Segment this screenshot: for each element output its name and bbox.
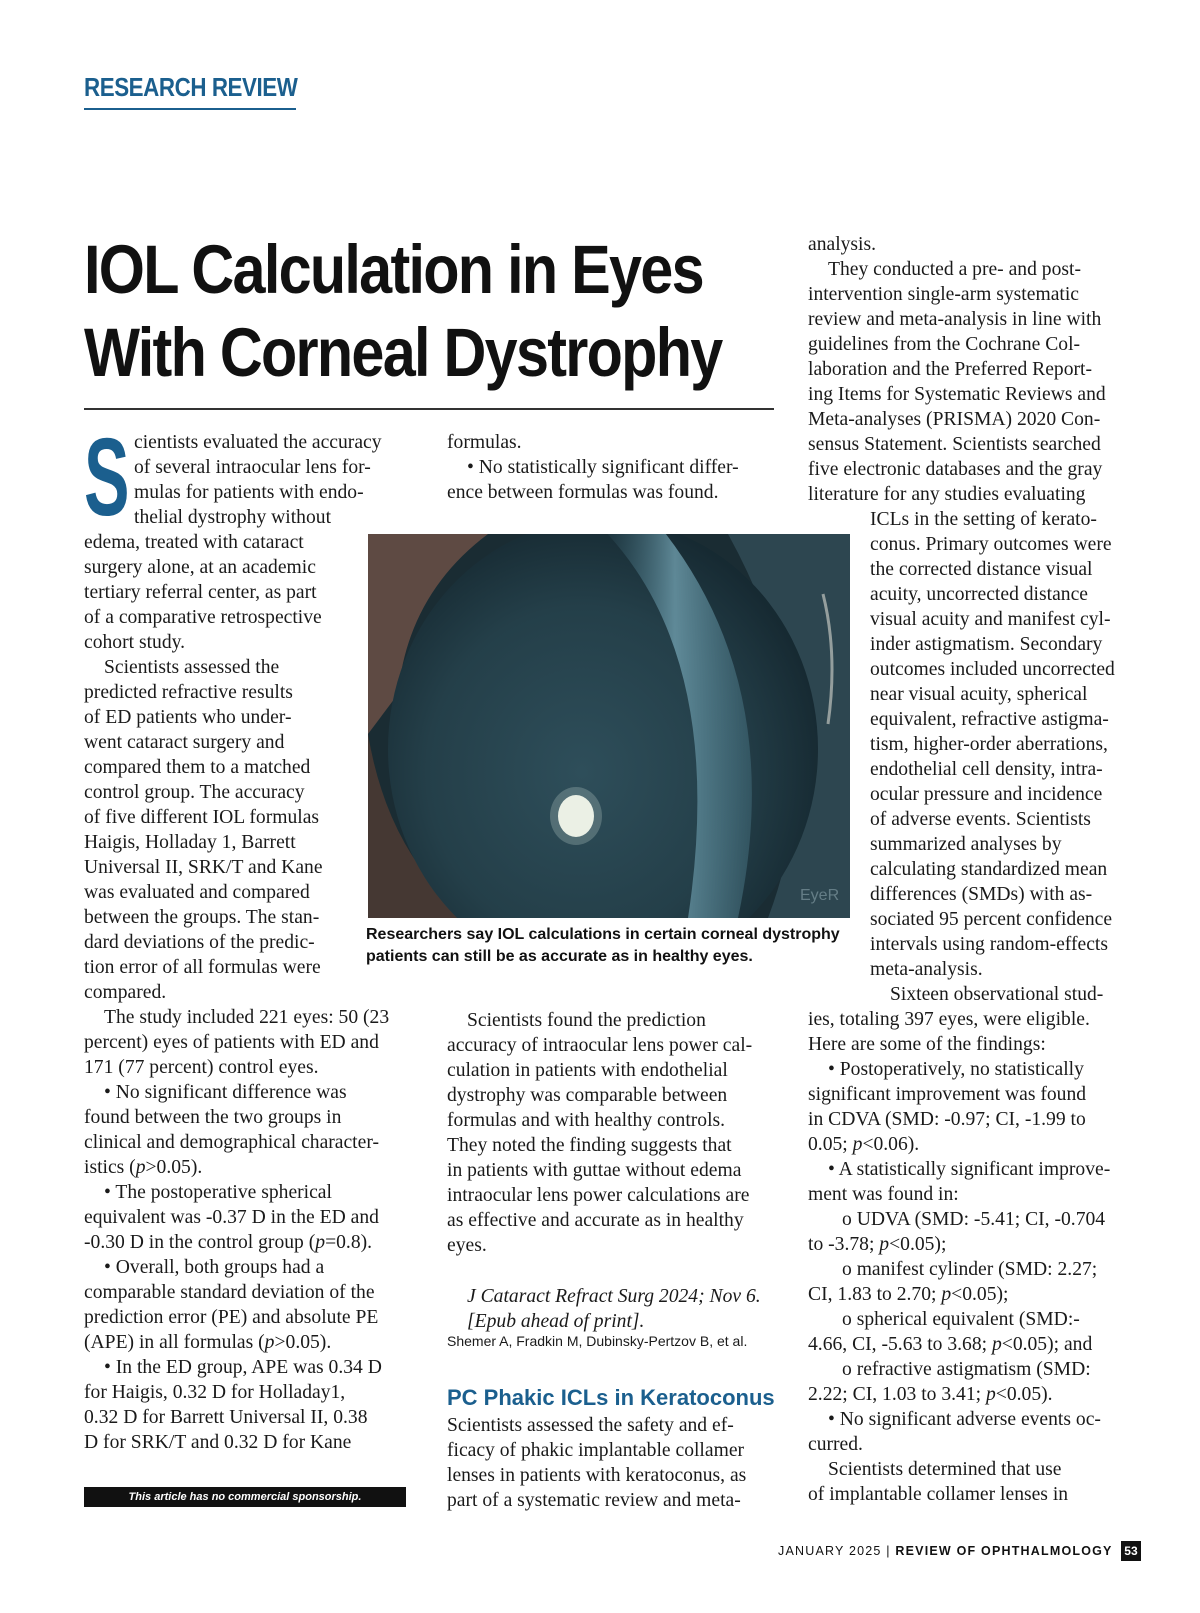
text-line: equivalent was -0.37 D in the ED and	[84, 1207, 379, 1228]
text-line: intraocular lens power calculations are	[447, 1185, 750, 1206]
text-line: of several intraocular lens for-	[134, 457, 371, 478]
text-line: formulas and with healthy controls.	[447, 1110, 726, 1131]
text-line: Scientists determined that use	[828, 1459, 1062, 1480]
footer-publication: REVIEW OF OPHTHALMOLOGY	[895, 1544, 1113, 1558]
text-line: in CDVA (SMD: -0.97; CI, -1.99 to	[808, 1109, 1086, 1130]
text-line: istics (p>0.05).	[84, 1157, 203, 1178]
citation-authors: Shemer A, Fradkin M, Dubinsky-Pertzov B, et al.	[447, 1333, 748, 1349]
text-line: formulas.	[447, 432, 522, 453]
text-line: ICLs in the setting of kerato-	[870, 509, 1097, 530]
text-line: of a comparative retrospective	[84, 607, 322, 628]
text-line: 171 (77 percent) control eyes.	[84, 1057, 319, 1078]
text-line: was evaluated and compared	[84, 882, 310, 903]
text-line: They noted the finding suggests that	[447, 1135, 732, 1156]
text-line: as effective and accurate as in healthy	[447, 1210, 744, 1231]
text-line: tism, higher-order aberrations,	[870, 734, 1108, 755]
text-line: part of a systematic review and meta-	[447, 1490, 741, 1511]
text-line: control group. The accuracy	[84, 782, 305, 803]
headline-rule	[84, 408, 774, 410]
text-line: eyes.	[447, 1235, 487, 1256]
column-2-subsection	[447, 1413, 767, 1513]
text-line: 4.66, CI, -5.63 to 3.68; p<0.05); and	[808, 1334, 1093, 1355]
text-line: mulas for patients with endo-	[134, 482, 364, 503]
citation	[467, 1284, 777, 1334]
text-line: predicted refractive results	[84, 682, 293, 703]
text-line: tertiary referral center, as part	[84, 582, 317, 603]
page-footer	[778, 1541, 1141, 1561]
citation-epub: [Epub ahead of print].	[467, 1311, 645, 1332]
column-2-body	[447, 1008, 767, 1258]
text-line: surgery alone, at an academic	[84, 557, 316, 578]
photo-watermark: EyeR	[800, 887, 840, 904]
text-line: • In the ED group, APE was 0.34 D	[104, 1357, 382, 1378]
text-line: compared.	[84, 982, 167, 1003]
p-value-symbol: p	[941, 1284, 952, 1305]
text-line: tion error of all formulas were	[84, 957, 321, 978]
text-line: D for SRK/T and 0.32 D for Kane	[84, 1432, 352, 1453]
p-value-symbol: p	[264, 1332, 275, 1353]
text-line: review and meta-analysis in line with	[808, 309, 1102, 330]
text-line: o UDVA (SMD: -5.41; CI, -0.704	[842, 1209, 1106, 1230]
text-line: • Postoperatively, no statistically	[828, 1059, 1084, 1080]
sponsorship-note: This article has no commercial sponsorship.	[84, 1487, 406, 1507]
text-line: prediction error (PE) and absolute PE	[84, 1307, 379, 1328]
p-value-symbol: p	[991, 1334, 1002, 1355]
text-line: curred.	[808, 1434, 863, 1455]
text-line: of ED patients who under-	[84, 707, 292, 728]
text-line: equivalent, refractive astigma-	[870, 709, 1109, 730]
text-line: ence between formulas was found.	[447, 482, 719, 503]
text-line: The study included 221 eyes: 50 (23	[104, 1007, 390, 1028]
text-line: cientists evaluated the accuracy	[134, 432, 382, 453]
section-rule	[84, 108, 296, 110]
footer-separator: |	[886, 1544, 891, 1558]
text-line: analysis.	[808, 234, 877, 255]
text-line: culation in patients with endothelial	[447, 1060, 728, 1081]
text-line: • No significant adverse events oc-	[828, 1409, 1101, 1430]
text-line: Here are some of the findings:	[808, 1034, 1046, 1055]
text-line: literature for any studies evaluating	[808, 484, 1086, 505]
text-line: • A statistically significant improve-	[828, 1159, 1111, 1180]
p-value-symbol: p	[852, 1134, 863, 1155]
text-line: differences (SMDs) with as-	[870, 884, 1093, 905]
text-line: Scientists assessed the safety and ef-	[447, 1415, 734, 1436]
text-line: o manifest cylinder (SMD: 2.27;	[842, 1259, 1098, 1280]
text-line: clinical and demographical character-	[84, 1132, 379, 1153]
eye-photo-illustration	[368, 534, 850, 918]
text-line: ing Items for Systematic Reviews and	[808, 384, 1106, 405]
text-line: comparable standard deviation of the	[84, 1282, 375, 1303]
text-line: endothelial cell density, intra-	[870, 759, 1103, 780]
eye-photo	[368, 534, 850, 918]
text-line: meta-analysis.	[870, 959, 983, 980]
section-label: RESEARCH REVIEW	[84, 72, 298, 102]
text-line: Sixteen observational stud-	[890, 984, 1104, 1005]
text-line: ment was found in:	[808, 1184, 959, 1205]
text-line: lenses in patients with keratoconus, as	[447, 1465, 747, 1486]
text-line: Haigis, Holladay 1, Barrett	[84, 832, 296, 853]
text-line: ocular pressure and incidence	[870, 784, 1103, 805]
text-line: near visual acuity, spherical	[870, 684, 1088, 705]
page-number: 53	[1121, 1541, 1140, 1561]
text-line: inder astigmatism. Secondary	[870, 634, 1103, 655]
text-line: the corrected distance visual	[870, 559, 1093, 580]
text-line: between the groups. The stan-	[84, 907, 320, 928]
text-line: cohort study.	[84, 632, 186, 653]
text-line: to -3.78; p<0.05);	[808, 1234, 947, 1255]
text-line: visual acuity and manifest cyl-	[870, 609, 1111, 630]
text-line: CI, 1.83 to 2.70; p<0.05);	[808, 1284, 1009, 1305]
column-2-top	[447, 430, 767, 505]
text-line: o refractive astigmatism (SMD:	[842, 1359, 1091, 1380]
column-1-body	[84, 530, 414, 1455]
text-line: Universal II, SRK/T and Kane	[84, 857, 323, 878]
subhead-phakic-icls: PC Phakic ICLs in Keratoconus	[447, 1385, 775, 1410]
text-line: Meta-analyses (PRISMA) 2020 Con-	[808, 409, 1101, 430]
text-line: compared them to a matched	[84, 757, 311, 778]
text-line: intervention single-arm systematic	[808, 284, 1079, 305]
headline-line-1: IOL Calculation in Eyes	[84, 231, 703, 308]
text-line: conus. Primary outcomes were	[870, 534, 1112, 555]
text-line: • The postoperative spherical	[104, 1182, 332, 1203]
text-line: found between the two groups in	[84, 1107, 342, 1128]
citation-journal: J Cataract Refract Surg 2024; Nov 6.	[467, 1286, 761, 1307]
text-line: dystrophy was comparable between	[447, 1085, 728, 1106]
footer-date: JANUARY 2025	[778, 1544, 882, 1558]
text-line: 0.05; p<0.06).	[808, 1134, 920, 1155]
headline-line-2: With Corneal Dystrophy	[84, 314, 722, 391]
text-line: guidelines from the Cochrane Col-	[808, 334, 1081, 355]
text-line: percent) eyes of patients with ED and	[84, 1032, 379, 1053]
text-line: of adverse events. Scientists	[870, 809, 1091, 830]
text-line: They conducted a pre- and post-	[828, 259, 1081, 280]
photo-caption: Researchers say IOL calculations in certain corneal dystrophy patients can still be as accurate as in healthy eyes.	[366, 926, 840, 965]
p-value-symbol: p	[879, 1234, 890, 1255]
text-line: outcomes included uncorrected	[870, 659, 1115, 680]
text-line: thelial dystrophy without	[134, 507, 332, 528]
column-3-body-findings	[808, 1007, 1138, 1507]
text-line: 2.22; CI, 1.03 to 3.41; p<0.05).	[808, 1384, 1053, 1405]
text-line: summarized analyses by	[870, 834, 1062, 855]
text-line: • Overall, both groups had a	[104, 1257, 325, 1278]
text-line: significant improvement was found	[808, 1084, 1087, 1105]
text-line: o spherical equivalent (SMD:-	[842, 1309, 1080, 1330]
text-line: calculating standardized mean	[870, 859, 1108, 880]
column-3-body-wrap	[870, 507, 1150, 1007]
p-value-symbol: p	[135, 1157, 146, 1178]
text-line: accuracy of intraocular lens power cal-	[447, 1035, 753, 1056]
text-line: edema, treated with cataract	[84, 532, 304, 553]
text-line: dard deviations of the predic-	[84, 932, 315, 953]
column-3-body-top	[808, 232, 1138, 507]
text-line: of implantable collamer lenses in	[808, 1484, 1069, 1505]
text-line: for Haigis, 0.32 D for Holladay1,	[84, 1382, 346, 1403]
text-line: -0.30 D in the control group (p=0.8).	[84, 1232, 373, 1253]
text-line: (APE) in all formulas (p>0.05).	[84, 1332, 332, 1353]
text-line: in patients with guttae without edema	[447, 1160, 742, 1181]
text-line: intervals using random-effects	[870, 934, 1108, 955]
headline	[84, 228, 722, 394]
text-line: acuity, uncorrected distance	[870, 584, 1088, 605]
text-line: • No statistically significant differ-	[467, 457, 739, 478]
text-line: sensus Statement. Scientists searched	[808, 434, 1101, 455]
column-1-intro	[134, 430, 414, 530]
text-line: ies, totaling 397 eyes, were eligible.	[808, 1009, 1090, 1030]
text-line: went cataract surgery and	[84, 732, 285, 753]
text-line: Scientists assessed the	[104, 657, 280, 678]
text-line: Scientists found the prediction	[467, 1010, 706, 1031]
text-line: 0.32 D for Barrett Universal II, 0.38	[84, 1407, 368, 1428]
p-value-symbol: p	[985, 1384, 996, 1405]
text-line: ficacy of phakic implantable collamer	[447, 1440, 745, 1461]
drop-cap: S	[84, 416, 130, 539]
text-line: sociated 95 percent confidence	[870, 909, 1113, 930]
p-value-symbol: p	[315, 1232, 326, 1253]
text-line: of five different IOL formulas	[84, 807, 320, 828]
text-line: • No significant difference was	[104, 1082, 347, 1103]
text-line: laboration and the Preferred Report-	[808, 359, 1092, 380]
text-line: five electronic databases and the gray	[808, 459, 1103, 480]
